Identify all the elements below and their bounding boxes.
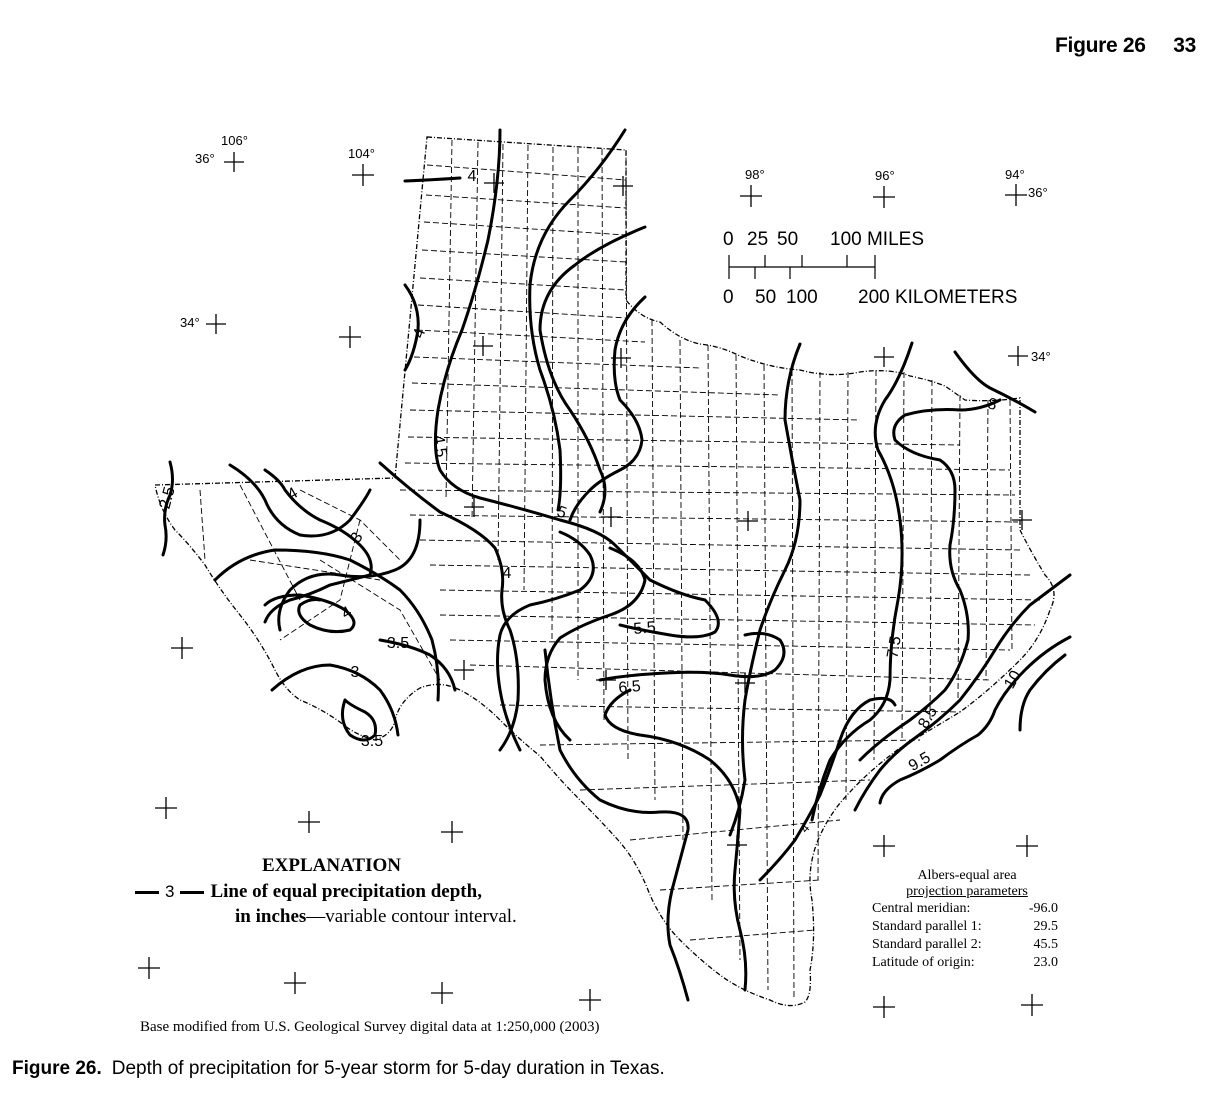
contour-line (545, 548, 645, 740)
lat-label: 36° (1028, 185, 1048, 200)
lat-label: 36° (195, 151, 215, 166)
contour-label: 3.5 (386, 635, 410, 652)
lon-label: 96° (875, 168, 895, 183)
contour-label: 6.5 (617, 678, 642, 697)
contour-label: 4 (797, 821, 813, 836)
projection-row (872, 918, 1062, 936)
projection-label: Standard parallel 1: (872, 919, 982, 934)
graticule-cross (873, 996, 895, 1018)
graticule-cross (1016, 835, 1038, 857)
projection-value: 23.0 (1033, 955, 1058, 970)
projection-value: 29.5 (1033, 919, 1058, 934)
caption-text: Depth of precipitation for 5-year storm for 5-day duration in Texas. (111, 1058, 665, 1079)
contour-line (760, 698, 895, 880)
contour-line-swatch (135, 891, 159, 894)
scale-km-50: 50 (755, 287, 777, 308)
figure-caption (12, 1058, 665, 1080)
scale-miles-100: 100 MILES (830, 229, 924, 250)
contour-labels (157, 168, 1025, 835)
graticule-cross (740, 185, 762, 207)
contour-label: 5 (554, 503, 569, 523)
contour-line (435, 130, 718, 637)
contour-line (605, 690, 746, 990)
graticule-cross (431, 982, 453, 1004)
explanation-title: EXPLANATION (262, 855, 401, 876)
contour-label: 4.5 (429, 433, 450, 459)
contour-line (570, 297, 645, 520)
contour-label: 3 (350, 664, 360, 681)
contour-sample-value: 3 (165, 882, 175, 901)
page-number: 33 (1173, 34, 1196, 57)
graticule-cross (284, 972, 306, 994)
projection-title: Albers-equal area (917, 868, 1017, 883)
graticule-cross (441, 821, 463, 843)
contour-label: 2.5 (156, 484, 179, 511)
contour-label: 4 (338, 603, 355, 623)
contour-label: 8 (985, 395, 999, 415)
scale-miles-50: 50 (777, 229, 799, 250)
projection-row (872, 936, 1062, 954)
graticule-cross (339, 326, 361, 348)
graticule-cross (1021, 994, 1043, 1016)
contour-label: 10 (1001, 667, 1025, 692)
graticule-cross (874, 347, 894, 367)
contour-line (812, 343, 912, 820)
contour-line (272, 665, 398, 735)
contour-label: 4 (502, 565, 512, 582)
caption-label: Figure 26. (12, 1058, 102, 1079)
projection-value: -96.0 (1028, 901, 1058, 916)
graticule-cross (1008, 346, 1028, 366)
projection-value: 45.5 (1033, 937, 1058, 952)
contour-line (540, 227, 645, 512)
contour-label: 3 (347, 529, 367, 546)
graticule-cross (1005, 184, 1027, 206)
contour-label: 7.5 (884, 634, 905, 660)
graticule-cross (155, 797, 177, 819)
contour-line (545, 650, 688, 1000)
projection-subtitle: projection parameters (906, 884, 1028, 899)
contour-line (230, 465, 370, 536)
explanation-line-desc: Line of equal precipitation depth, (210, 881, 482, 902)
scale-bar (723, 229, 1017, 308)
lat-label: 34° (180, 315, 200, 330)
contour-label: 3.5 (360, 733, 384, 750)
contour-label: 4 (284, 484, 301, 504)
lon-label: 104° (348, 146, 375, 161)
figure-number: Figure 26 (1055, 34, 1146, 57)
graticule-cross (1012, 510, 1032, 530)
explanation-unit-row (235, 906, 517, 928)
graticule-cross (873, 835, 895, 857)
explanation-line-row (135, 881, 482, 903)
lon-label: 94° (1005, 167, 1025, 182)
explanation-interval: —variable contour interval. (306, 906, 517, 927)
projection-label: Standard parallel 2: (872, 937, 982, 952)
graticule-cross (138, 957, 160, 979)
contour-label: 9.5 (905, 749, 934, 776)
contour-label: 8.5 (915, 703, 942, 732)
graticule-cross (738, 511, 758, 531)
graticule-cross (454, 660, 474, 680)
graticule-cross (484, 173, 504, 193)
graticule-cross (473, 336, 493, 356)
projection-row (872, 954, 1062, 972)
projection-row (872, 900, 1062, 918)
contour-line (380, 463, 518, 750)
graticule-cross (579, 989, 601, 1011)
contour-label: 4 (410, 326, 430, 341)
lon-label: 98° (745, 167, 765, 182)
scale-km-0: 0 (723, 287, 734, 308)
projection-label: Latitude of origin: (872, 955, 975, 970)
projection-parameters (872, 868, 1062, 972)
lon-label: 106° (221, 133, 248, 148)
graticule-cross (298, 811, 320, 833)
scale-km-100: 100 (786, 287, 818, 308)
projection-label: Central meridian: (872, 901, 971, 916)
graticule-cross (171, 637, 193, 659)
contour-line-swatch (180, 891, 204, 894)
contour-line (530, 130, 625, 510)
graticule-cross (224, 152, 244, 172)
graticule-cross (352, 164, 374, 186)
graticule-cross (873, 186, 895, 208)
contour-label: 5.5 (632, 619, 657, 638)
graticule-cross (206, 314, 226, 334)
scale-miles-0: 0 (723, 229, 734, 250)
lat-label: 34° (1031, 349, 1051, 364)
contour-label: 4 (467, 168, 477, 185)
base-map-note: Base modified from U.S. Geological Survey digital data at 1:250,000 (2003) (140, 1019, 600, 1035)
scale-km-200: 200 KILOMETERS (858, 287, 1018, 308)
contour-line (215, 550, 438, 700)
explanation-unit: in inches (235, 906, 307, 927)
graticule-cross (464, 497, 484, 517)
scale-miles-25: 25 (747, 229, 769, 250)
